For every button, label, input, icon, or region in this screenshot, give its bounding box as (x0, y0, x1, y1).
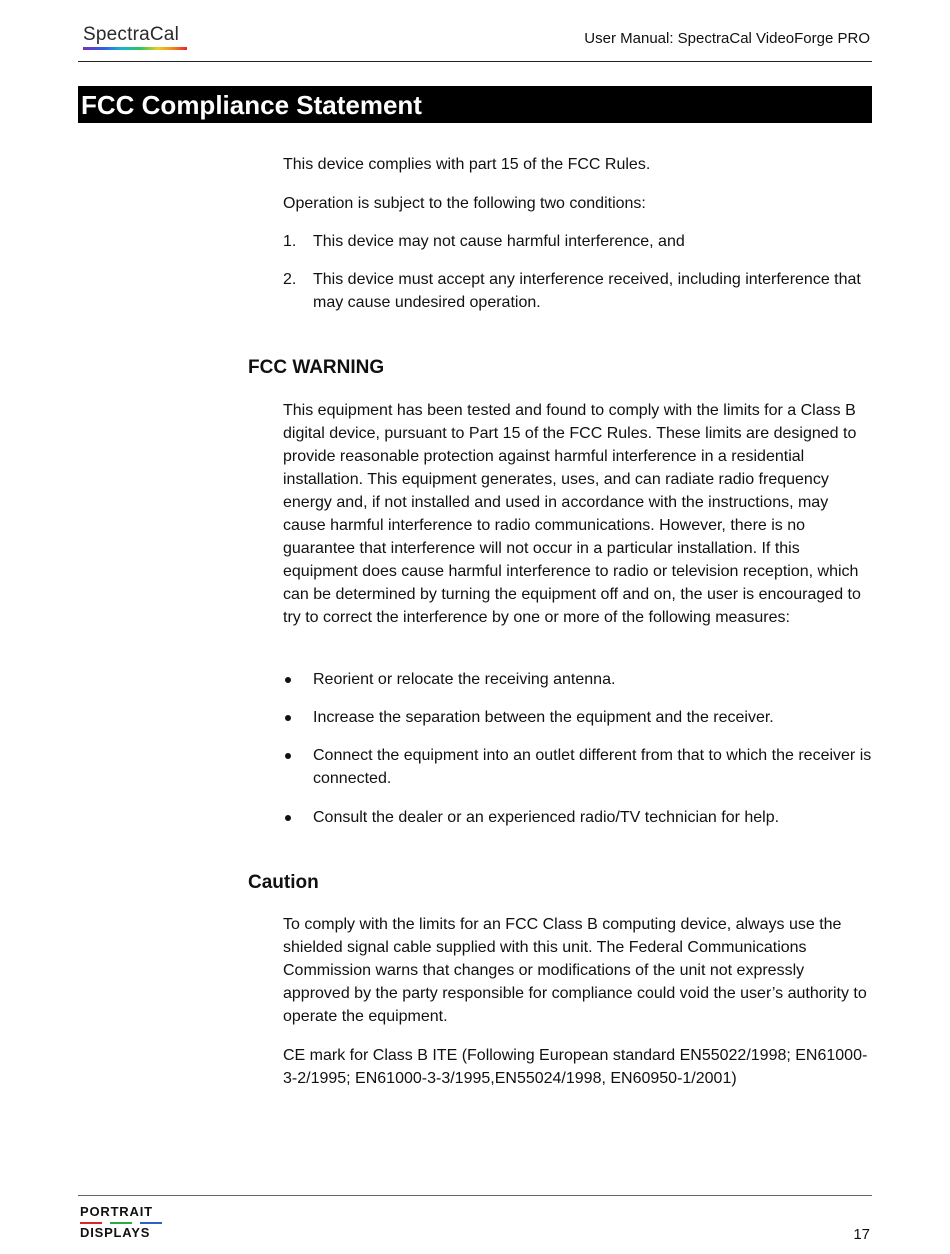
list-item-text: Consult the dealer or an experienced radio/TV technician for help. (313, 809, 780, 826)
logo-color-bar (83, 47, 187, 50)
logo-wordmark: SpectraCal (83, 24, 179, 45)
section-title: FCC Compliance Statement (81, 90, 422, 120)
list-item-text: This device must accept any interference received, including interference that may cause undesired operation. (313, 271, 861, 311)
footer-divider (78, 1195, 872, 1196)
list-number: 2. (283, 271, 297, 288)
bullet-icon (285, 815, 291, 821)
list-item-text: Reorient or relocate the receiving antenna. (313, 671, 616, 688)
bullet-icon (285, 715, 291, 721)
bullet-icon (285, 677, 291, 683)
caution-heading: Caution (248, 872, 319, 893)
condition-item-2 (283, 268, 873, 314)
bullet-icon (285, 753, 291, 759)
logo-line-portrait: PORTRAIT (80, 1204, 153, 1219)
measure-item-4 (283, 806, 873, 829)
measure-item-1 (283, 668, 873, 691)
logo-line-displays: DISPLAYS (80, 1225, 151, 1240)
fcc-warning-heading: FCC WARNING (248, 357, 385, 378)
running-header-title: User Manual: SpectraCal VideoForge PRO (584, 30, 870, 47)
fcc-warning-body: This equipment has been tested and found to comply with the limits for a Class B digital device, pursuant to Part 15 of the FCC Rules. These limits are designed to provide reasonable protection against harmful interference in a residential installation. This equipment generates, uses, and can radiate radio frequency energy and, if not installed and used in accordance with the instructions, may cause harmful interference to radio communications. However, there is no guarantee that interference will not occur in a particular installation. If this equipment does cause harmful interference to radio or television reception, which can be determined by turning the equipment off and on, the user is encouraged to try to correct the interference by one or more of the following measures: (283, 402, 861, 626)
spectracal-logo (83, 24, 187, 50)
list-item-text: Connect the equipment into an outlet different from that to which the receiver is connected. (313, 747, 872, 787)
page-number: 17 (853, 1226, 870, 1243)
intro-line-conditions: Operation is subject to the following two conditions: (283, 195, 646, 212)
intro-line-compliance: This device complies with part 15 of the FCC Rules. (283, 156, 651, 173)
ce-mark-statement: CE mark for Class B ITE (Following European standard EN55022/1998; EN61000-3-2/1995; EN61000-3-3/1995,EN55024/1998, EN60950-1/2001) (283, 1047, 868, 1087)
caution-body: To comply with the limits for an FCC Class B computing device, always use the shielded signal cable supplied with this unit. The Federal Communications Commission warns that changes or modifications of the unit not expressly approved by the party responsible for compliance could void the user’s authority to operate the equipment. (283, 916, 867, 1025)
header-divider (78, 61, 872, 62)
logo-color-bars (80, 1222, 170, 1224)
list-item-text: Increase the separation between the equipment and the receiver. (313, 709, 774, 726)
portrait-displays-logo (80, 1205, 170, 1240)
measure-item-3 (283, 744, 873, 790)
list-item-text: This device may not cause harmful interference, and (313, 233, 685, 250)
measure-item-2 (283, 706, 873, 729)
condition-item-1 (283, 230, 873, 253)
list-number: 1. (283, 233, 297, 250)
section-title-banner (78, 86, 872, 123)
